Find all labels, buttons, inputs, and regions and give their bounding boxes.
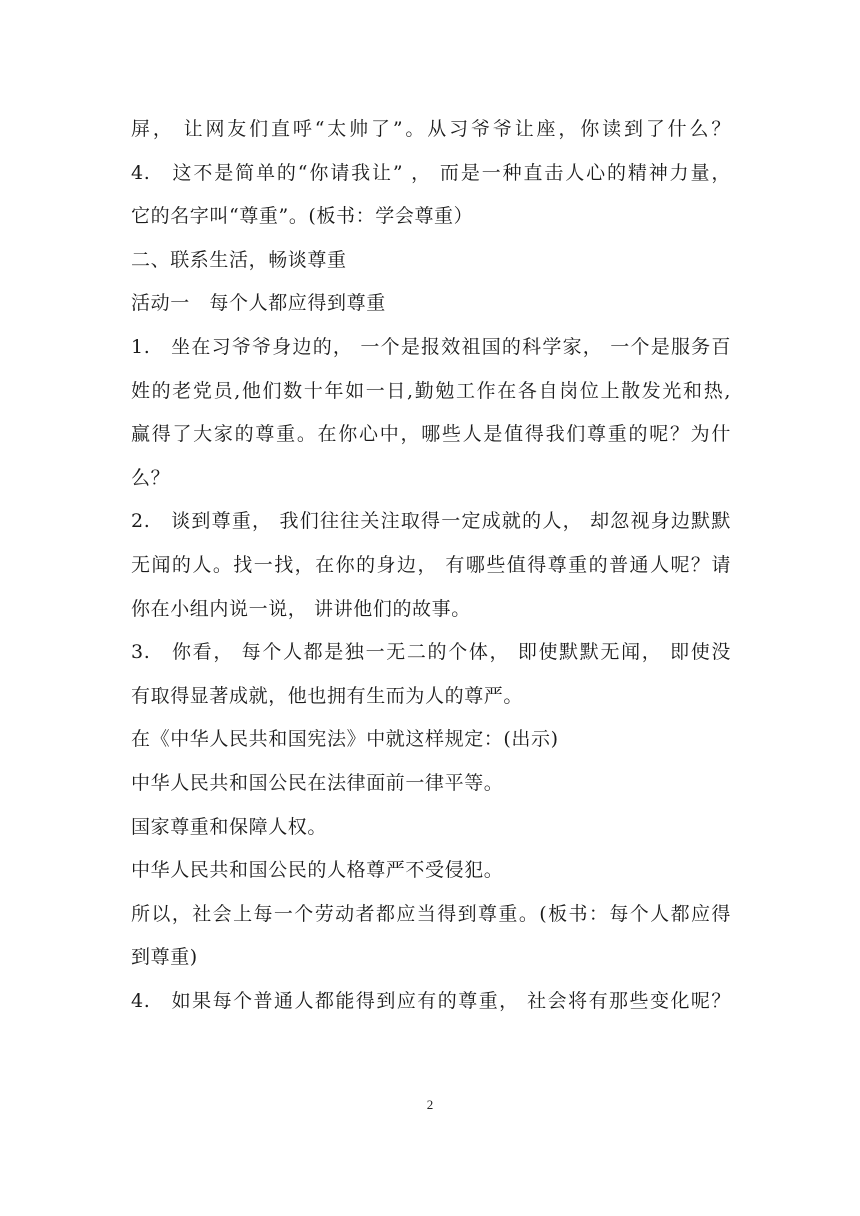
page-number: 2 — [426, 1097, 434, 1112]
section-heading: 二、联系生活，畅谈尊重 — [131, 248, 347, 271]
constitution-quote: 中华人民共和国公民在法律面前一律平等。 — [131, 771, 504, 794]
text-line: 么？ — [131, 466, 171, 489]
constitution-quote: 中华人民共和国公民的人格尊严不受侵犯。 — [131, 859, 504, 882]
activity-heading: 活动一 每个人都应得到尊重 — [131, 292, 386, 315]
text-line: 到尊重) — [131, 946, 198, 969]
text-line: 姓的老党员,他们数十年如一日,勤勉工作在各自岗位上散发光和热, — [131, 379, 731, 402]
text-line: 无闻的人。找一找，在你的身边， 有哪些值得尊重的普通人呢？请 — [131, 553, 731, 576]
text-line: 2. 谈到尊重， 我们往往关注取得一定成就的人， 却忽视身边默默 — [131, 510, 731, 533]
text-line: 4. 如果每个普通人都能得到应有的尊重， 社会将有那些变化呢？ — [131, 989, 731, 1012]
text-line: 在《中华人民共和国宪法》中就这样规定：(出示) — [131, 728, 559, 751]
text-line: 4. 这不是简单的“你请我让” ， 而是一种直击人心的精神力量， — [131, 161, 731, 184]
text-line: 它的名字叫“尊重”。(板书：学会尊重） — [131, 205, 474, 228]
text-line: 所以，社会上每一个劳动者都应当得到尊重。(板书：每个人都应得 — [131, 902, 731, 925]
text-line: 1. 坐在习爷爷身边的， 一个是报效祖国的科学家， 一个是服务百 — [131, 335, 731, 358]
text-line: 有取得显著成就，他也拥有生而为人的尊严。 — [131, 684, 524, 707]
constitution-quote: 国家尊重和保障人权。 — [131, 815, 328, 838]
text-line: 3. 你看， 每个人都是独一无二的个体， 即使默默无闻， 即使没 — [131, 641, 731, 664]
document-body — [131, 108, 731, 1023]
text-line: 屏， 让网友们直呼“太帅了”。从习爷爷让座，你读到了什么？ — [131, 118, 731, 140]
text-line: 你在小组内说一说， 讲讲他们的故事。 — [131, 597, 471, 620]
text-line: 赢得了大家的尊重。在你心中，哪些人是值得我们尊重的呢？为什 — [131, 423, 731, 446]
